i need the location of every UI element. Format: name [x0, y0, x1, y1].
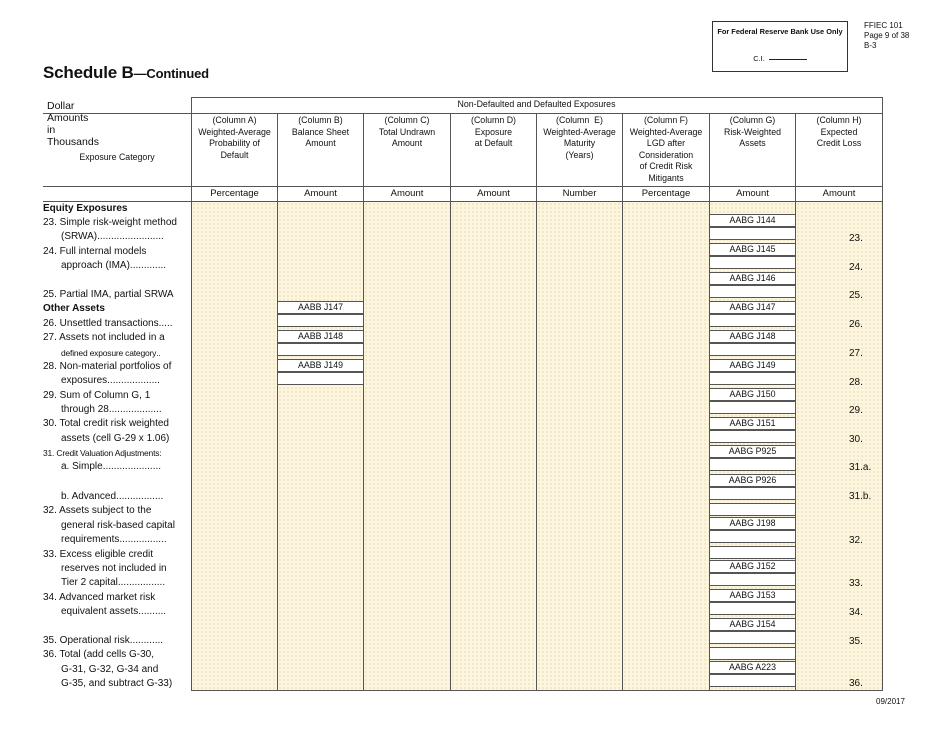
cell-g-34-code: AABG J153 — [710, 589, 795, 602]
row-33-label-3 — [61, 576, 165, 590]
cell-g-29-code: AABG J150 — [710, 388, 795, 401]
col-b-area — [278, 202, 363, 690]
ci-line — [769, 59, 807, 60]
line-number-25: 25. — [849, 290, 863, 301]
row-34-text: equivalent assets — [61, 606, 139, 617]
cell-g-23-input[interactable] — [710, 227, 795, 240]
cell-g-23-code: AABG J144 — [710, 214, 795, 227]
cell-b-27-input[interactable] — [278, 343, 363, 356]
revision-date: 09/2017 — [876, 697, 905, 706]
row-25-label: 25. Partial IMA, partial SRWA — [43, 289, 174, 300]
cell-g-25-input[interactable] — [710, 285, 795, 298]
cell-g-36-code: AABG A223 — [710, 661, 795, 674]
col-h-unit: Amount — [822, 188, 856, 199]
row-31a-label — [61, 460, 161, 474]
col-f-header: (Column F) Weighted-Average LGD after Consideration of Credit Risk Mitigants — [629, 115, 703, 183]
cell-g-35-code: AABG J154 — [710, 618, 795, 631]
col-a-area — [192, 202, 277, 690]
line-number-23: 23. — [849, 233, 863, 244]
row-34-label-2 — [61, 605, 166, 619]
col-divider — [536, 113, 537, 691]
page-title — [43, 63, 209, 83]
line-number-33: 33. — [849, 578, 863, 589]
schedule-title: Schedule B — [43, 63, 134, 82]
cell-g-blank[interactable] — [710, 503, 795, 516]
cell-b-26-code: AABB J147 — [278, 301, 363, 314]
row-30-label-2: assets (cell G-29 x 1.06) — [61, 433, 170, 444]
cell-g-27-code: AABG J148 — [710, 330, 795, 343]
row-28-label-2 — [61, 374, 160, 388]
row-29-text: through 28 — [61, 404, 109, 415]
line-number-29: 29. — [849, 405, 863, 416]
line-number-27: 27. — [849, 348, 863, 359]
row-24-label-2 — [61, 259, 166, 273]
row-26-text: 26. Unsettled transactions — [43, 318, 159, 329]
line-number-24: 24. — [849, 262, 863, 273]
col-f-unit: Percentage — [641, 188, 691, 199]
group-header: Non-Defaulted and Defaulted Exposures — [457, 99, 616, 109]
row-33-text: Tier 2 capital — [61, 577, 118, 588]
cell-g-28-code: AABG J149 — [710, 359, 795, 372]
schedule-suffix: —Continued — [133, 66, 209, 81]
grid-rule — [43, 201, 882, 202]
cell-g-31a-input[interactable] — [710, 458, 795, 471]
dollar-amounts-label: Dollar Amounts in Thousands — [47, 100, 99, 148]
grid-rule — [191, 97, 882, 98]
row-35-label — [43, 634, 163, 648]
cell-g-36-input[interactable] — [710, 674, 795, 687]
col-e-unit: Number — [562, 188, 597, 199]
row-36-label: 36. Total (add cells G-30, — [43, 649, 154, 660]
col-divider — [795, 113, 796, 691]
col-d-header: (Column D) Exposure at Default — [471, 115, 516, 148]
cell-g-32-code: AABG J198 — [710, 517, 795, 530]
col-a-header: (Column A) Weighted-Average Probability of Default — [198, 115, 271, 160]
col-f-area — [623, 202, 709, 690]
row-35-text: 35. Operational risk — [43, 635, 130, 646]
row-23-label: 23. Simple risk-weight method — [43, 217, 177, 228]
row-34-label: 34. Advanced market risk — [43, 592, 156, 603]
cell-g-27-input[interactable] — [710, 343, 795, 356]
leader-dots: ..................... — [102, 461, 162, 472]
cell-g-30-input[interactable] — [710, 430, 795, 443]
line-number-31a: 31.a. — [849, 462, 872, 473]
cell-g-35-input[interactable] — [710, 631, 795, 644]
row-30-label: 30. Total credit risk weighted — [43, 418, 169, 429]
grid-rule — [882, 97, 883, 201]
row-23-label-2 — [61, 230, 164, 244]
row-27-label: 27. Assets not included in a — [43, 332, 165, 343]
leader-dots: ..... — [158, 318, 173, 329]
row-26-label — [43, 317, 173, 331]
cell-g-29-input[interactable] — [710, 401, 795, 414]
leader-dots: ................... — [107, 375, 160, 386]
grid-rule — [43, 113, 882, 114]
ci-field[interactable] — [713, 54, 847, 63]
line-number-26: 26. — [849, 319, 863, 330]
cell-b-28-input[interactable] — [278, 372, 363, 385]
cell-g-32-input[interactable] — [710, 530, 795, 543]
row-29-label: 29. Sum of Column G, 1 — [43, 390, 151, 401]
line-number-36: 36. — [849, 678, 863, 689]
col-divider — [191, 97, 192, 691]
cell-g-24-input[interactable] — [710, 256, 795, 269]
col-c-unit: Amount — [390, 188, 424, 199]
row-23-text: (SRWA) — [61, 231, 98, 242]
row-32-label-2: general risk-based capital — [61, 520, 175, 531]
leader-dots: ............. — [129, 260, 167, 271]
col-e-area — [537, 202, 622, 690]
cell-g-33-code: AABG J152 — [710, 560, 795, 573]
row-28-text: exposures — [61, 375, 108, 386]
row-36-label-3: G-35, and subtract G-33) — [61, 678, 173, 689]
col-e-header: (Column E) Weighted-Average Maturity (Years) — [543, 115, 616, 160]
col-divider — [622, 113, 623, 691]
col-h-header: (Column H) Expected Credit Loss — [816, 115, 862, 148]
frb-use-title: For Federal Reserve Bank Use Only — [717, 27, 843, 36]
grid-rule — [43, 186, 882, 187]
row-29-label-2 — [61, 403, 162, 417]
col-g-header: (Column G) Risk-Weighted Assets — [723, 115, 782, 148]
cell-g-26-input[interactable] — [710, 314, 795, 327]
col-a-unit: Percentage — [210, 188, 259, 199]
leader-dots: .. — [156, 348, 161, 358]
section-equity: Equity Exposures — [43, 203, 128, 214]
form-id — [864, 21, 909, 51]
leader-dots: ................. — [116, 491, 164, 502]
row-31b-text: b. Advanced — [61, 491, 117, 502]
row-27-text: defined exposure category — [61, 348, 157, 358]
row-28-label: 28. Non-material portfolios of — [43, 361, 172, 372]
row-32-label: 32. Assets subject to the — [43, 505, 152, 516]
row-33-label-2: reserves not included in — [61, 563, 167, 574]
row-24-label: 24. Full internal models — [43, 246, 147, 257]
line-number-30: 30. — [849, 434, 863, 445]
col-c-header: (Column C) Total Undrawn Amount — [378, 115, 436, 148]
page-number: Page 9 of 38 — [864, 31, 910, 40]
cell-g-31b-code: AABG P926 — [710, 474, 795, 487]
row-32-label-3 — [61, 533, 167, 547]
cell-b-26-input[interactable] — [278, 314, 363, 327]
row-32-text: requirements — [61, 534, 120, 545]
ci-label: C.I. — [753, 54, 765, 63]
line-number-31b: 31.b. — [849, 491, 872, 502]
line-number-34: 34. — [849, 607, 863, 618]
leader-dots: ................. — [119, 534, 167, 545]
col-divider — [450, 113, 451, 691]
leader-dots: ........................ — [97, 231, 164, 242]
row-27-label-2 — [61, 346, 161, 360]
leader-dots: .......... — [138, 606, 167, 617]
cell-g-26-code: AABG J147 — [710, 301, 795, 314]
col-c-area — [364, 202, 450, 690]
cell-g-34-input[interactable] — [710, 602, 795, 615]
col-g-unit: Amount — [736, 188, 769, 199]
line-number-32: 32. — [849, 535, 863, 546]
row-31b-label — [61, 490, 163, 504]
row-31-label: 31. Credit Valuation Adjustments: — [43, 448, 162, 458]
cell-g-30-code: AABG J151 — [710, 417, 795, 430]
row-36-label-2: G-31, G-32, G-34 and — [61, 664, 159, 675]
cell-g-blank[interactable] — [710, 647, 795, 660]
leader-dots: ............ — [129, 635, 164, 646]
cell-b-28-code: AABB J149 — [278, 359, 363, 372]
col-b-header: (Column B) Balance Sheet Amount — [291, 115, 350, 148]
line-number-35: 35. — [849, 636, 863, 647]
leader-dots: ................... — [108, 404, 162, 415]
cell-g-28-input[interactable] — [710, 372, 795, 385]
line-number-28: 28. — [849, 377, 863, 388]
col-d-area — [451, 202, 536, 690]
cell-g-blank[interactable] — [710, 546, 795, 559]
cell-b-27-code: AABB J148 — [278, 330, 363, 343]
col-d-unit: Amount — [477, 188, 510, 199]
cell-g-31b-input[interactable] — [710, 487, 795, 500]
form-number: FFIEC 101 — [864, 21, 903, 30]
cell-g-25-code: AABG J146 — [710, 272, 795, 285]
section-code: B-3 — [864, 41, 877, 50]
row-31a-text: a. Simple — [61, 461, 103, 472]
col-divider — [882, 201, 883, 691]
row-24-text: approach (IMA) — [61, 260, 130, 271]
col-b-unit: Amount — [304, 188, 337, 199]
section-other: Other Assets — [43, 303, 105, 314]
col-divider — [363, 113, 364, 691]
cell-g-33-input[interactable] — [710, 573, 795, 586]
col-divider — [277, 113, 278, 691]
cell-g-24-code: AABG J145 — [710, 243, 795, 256]
row-33-label: 33. Excess eligible credit — [43, 549, 154, 560]
leader-dots: ................. — [117, 577, 166, 588]
exposure-category-header: Exposure Category — [79, 152, 155, 162]
cell-g-31a-code: AABG P925 — [710, 445, 795, 458]
col-h-area — [796, 202, 882, 690]
frb-use-box — [712, 21, 848, 72]
